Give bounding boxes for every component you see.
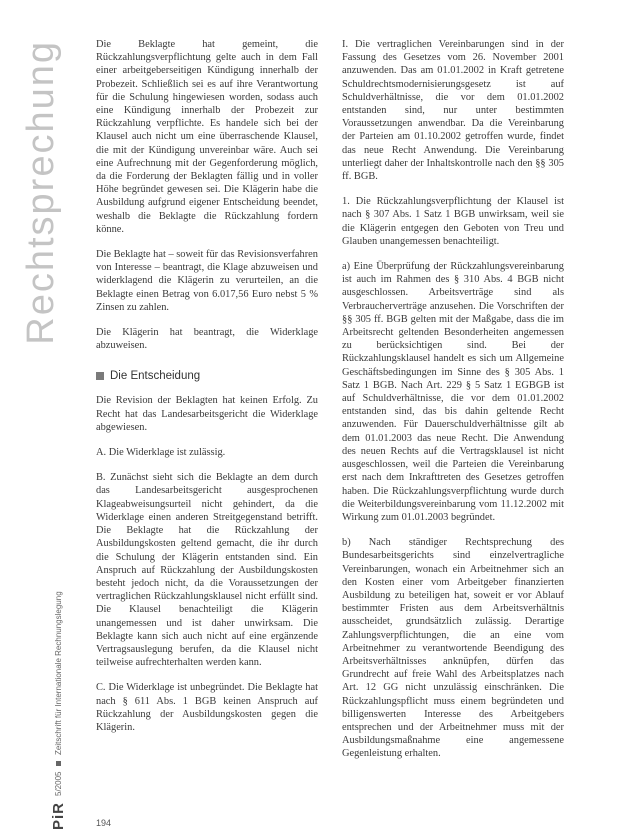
paragraph: a) Eine Überprüfung der Rückzahlungsvereinbarung ist auch im Rahmen des § 310 Abs. 4 BGB nicht ausgeschlossen. Arbeitsverträge sind als Verbraucherverträge anzusehen. Die Vorschriften der §§ 305 ff. BGB gelten mit der Maßgabe, dass die im Arbeitsrecht geltenden Besonderheiten angemessen zu berücksichtigen sind. Bei der Rückzahlungsklausel handelt es sich um Allgemeine Geschäftsbedingungen im Sinne des § 305 Abs. 1 Satz 1 BGB. Nach Art. 229 § 5 Satz 1 EGBGB ist auf Schuldverhältnisse, die vor dem 01.01.2002 entstanden sind, das bis dahin geltende Recht anzuwenden. Für Dauerschuldverhältnisse gilt ab dem 01.01.2003 das neue Recht. Die Anwendung des neuen Rechts auf die Vertragsklausel ist nicht ausgeschlossen, weil die Parteien die Vereinbarung erst nach dem Inkrafttreten des Gesetzes getroffen haben. Die Rückzahlungsverpflichtung wurde durch die Weiterbildungsvereinbarung vom 11.12.2002 mit Wirkung zum 01.01.2003 begründet. bbox=[342, 261, 564, 523]
paragraph: B. Zunächst sieht sich die Beklagte an dem durch das Landesarbeitsgericht ausgesprochenen Klageabweisungsurteil nicht gehindert, da die Widerklage einen anderen Streitgegenstand betrifft. Die Beklagte hat die Rückzahlung der Ausbildungskosten geltend gemacht, die ihr durch die Schulung der Klägerin entstanden sind. Ein Anspruch auf Rückzahlung der Ausbildungskosten besteht jedoch nicht, da die Voraussetzungen der vertraglichen Rückzahlungsklausel nicht erfüllt sind. Die Klausel benachteiligt die Klägerin unangemessen und ist daher unwirksam. Die Beklagte kann sich auch nicht auf eine ergänzende Vertragsauslegung berufen, da die Klausel nicht teilweise aufrechterhalten werden kann. bbox=[96, 472, 318, 669]
paragraph: Die Beklagte hat gemeint, die Rückzahlungsverpflichtung gelte auch in dem Fall einer arbeitgeberseitigen Kündigung innerhalb der Probezeit. Schließlich sei es auf ihre Verantwortung für die Schulung hingewiesen worden, sodass auch eine Kündigung innerhalb der Probezeit zur Rückzahlung verpflichte. Es handele sich bei der Klausel auch nicht um eine überraschende Klausel, die mit der Kündigung unvereinbar wäre. Auch sei eine Aufrechnung mit der Gegenforderung möglich, da die Forderung der Beklagten fällig und in voller Höhe begründet gewesen sei. Die Klägerin habe die Ausbildung aufgrund eigener Entscheidung beendet, weshalb die Beklagte die Rückzahlung fordern könne. bbox=[96, 39, 318, 235]
paragraph: Die Klägerin hat beantragt, die Widerklage abzuweisen. bbox=[96, 327, 318, 352]
paragraph: I. Die vertraglichen Vereinbarungen sind in der Fassung des Gesetzes vom 26. November 2001 anzuwenden. Das am 01.01.2002 in Kraft getretene Schuldrechtsmodernisierungsgesetz ist auf Schuldverhältnisse, die vor dem 01.01.2002 entstanden sind, nur unter bestimmten Voraussetzungen anwendbar. Da die Vereinbarung der Parteien am 01.10.2002 getroffen wurde, findet das neue Recht Anwendung. Die Vereinbarung unterliegt daher der Inhaltskontrolle nach den §§ 305 ff. BGB. bbox=[342, 39, 564, 183]
section-heading-text: Die Entscheidung bbox=[110, 370, 201, 383]
journal-sidebar bbox=[50, 540, 67, 830]
square-bullet-icon bbox=[56, 761, 61, 766]
paragraph: 1. Die Rückzahlungsverpflichtung der Klausel ist nach § 307 Abs. 1 Satz 1 BGB unwirksam, weil sie die Klägerin entgegen den Geboten von Treu und Glauben unangemessen benachteiligt. bbox=[342, 196, 564, 247]
journal-issue: 5/2005 bbox=[54, 771, 63, 796]
journal-brand: PiR bbox=[50, 801, 67, 830]
paragraph: C. Die Widerklage ist unbegründet. Die Beklagte hat nach § 611 Abs. 1 BGB keinen Anspruch auf Rückzahlung der Ausbildungskosten gegen die Klägerin. bbox=[96, 682, 318, 733]
paragraph: b) Nach ständiger Rechtsprechung des Bundesarbeitsgerichts sind einzelvertragliche Vereinbarungen, wonach ein Arbeitnehmer sich an den Kosten einer vom Arbeitgeber finanzierten Ausbildung zu beteiligen hat, soweit er vor Ablauf bestimmter Fristen aus dem Arbeitsverhältnis ausscheidet, grundsätzlich zulässig. Derartige Zahlungsverpflichtungen, die an eine vom Arbeitnehmer zu verantwortende Beendigung des Arbeitsverhältnisses anknüpfen, dürfen das Grundrecht auf freie Wahl des Arbeitsplatzes nach Art. 12 GG nicht unzulässig einschränken. Die Rückzahlungspflicht muss einem begründeten und billigenswerten Interesse des Arbeitgebers entsprechen und der Arbeitnehmer muss mit der Ausbildungsmaßnahme eine angemessene Gegenleistung erhalten. bbox=[342, 537, 564, 760]
square-bullet-icon bbox=[96, 372, 104, 380]
page-number: 194 bbox=[96, 818, 112, 828]
journal-name: Zeitschrift für Internationale Rechnungslegung bbox=[54, 590, 63, 755]
section-heading bbox=[96, 370, 318, 382]
paragraph: Die Revision der Beklagten hat keinen Erfolg. Zu Recht hat das Landesarbeitsgericht die Widerklage abgewiesen. bbox=[96, 395, 318, 433]
section-title-vertical: Rechtsprechung bbox=[20, 40, 62, 345]
left-column bbox=[96, 38, 318, 746]
subheading: A. Die Widerklage ist zulässig. bbox=[96, 447, 226, 459]
right-column bbox=[342, 38, 564, 773]
paragraph: Die Beklagte hat – soweit für das Revisionsverfahren von Interesse – beantragt, die Klage abzuweisen und widerklagend die Klägerin zu verurteilen, an die Beklagte einen Betrag von 6.017,56 Euro nebst 5 % Zinsen zu zahlen. bbox=[96, 249, 318, 313]
